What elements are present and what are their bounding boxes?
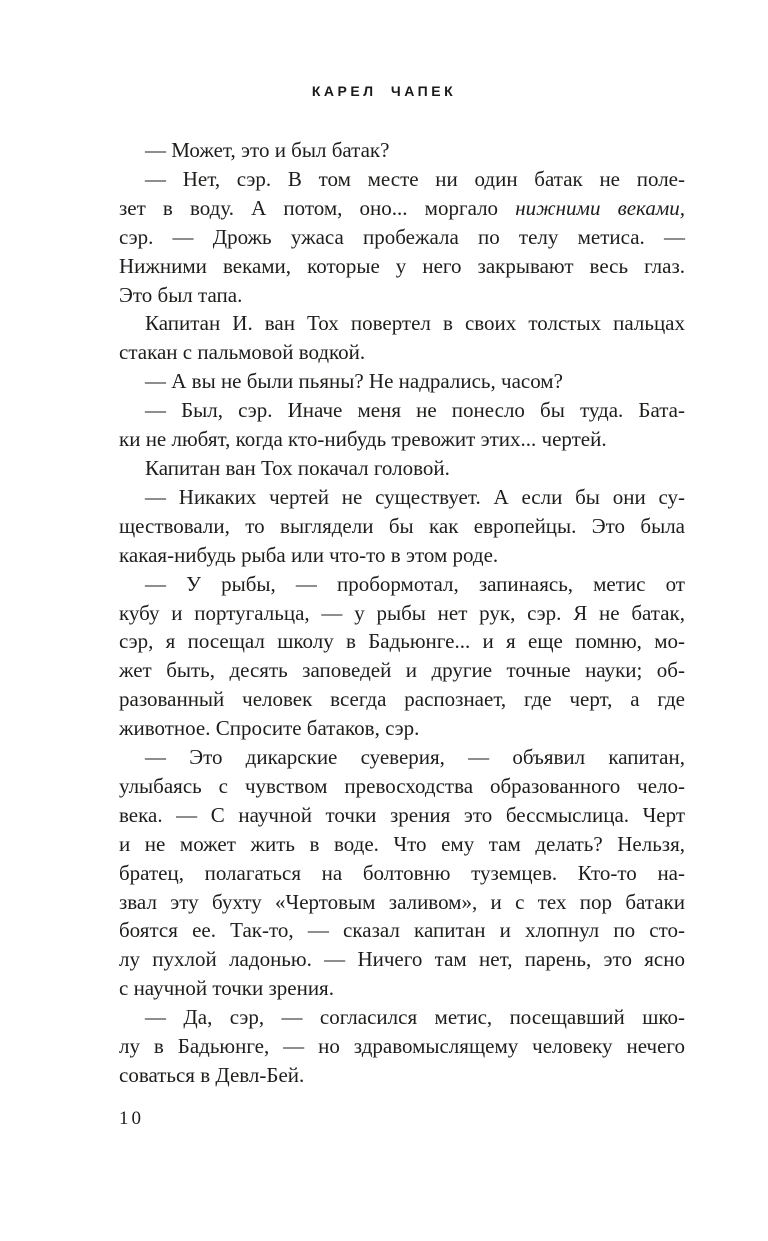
text-line: Это был тапа. [119,282,243,307]
text-line: — А вы не были пьяны? Не надрались, часом? [145,369,563,394]
text-line: ществовали, то выглядели бы как европейцы. Это была [119,513,685,538]
text-line: звал эту бухту «Чертовым заливом», и с тех пор батаки [119,889,685,914]
text-line: сэр. — Дрожь ужаса пробежала по телу метиса. — [119,224,685,249]
text-line: Капитан И. ван Тох повертел в своих толстых пальцах [145,311,685,336]
text-run: зет в воду. А потом, оно... моргало [119,195,516,220]
text-line: и не может жить в воде. Что ему там делать? Нельзя, [119,831,685,856]
text-line: какая-нибудь рыба или что-то в этом роде. [119,542,499,567]
running-header: КАРЕЛ ЧАПЕК [311,83,457,99]
text-line: Капитан ван Тох покачал головой. [145,455,450,480]
text-line: — У рыбы, — пробормотал, запинаясь, метис от [145,571,685,596]
text-line: лу в Бадьюнге, — но здравомыслящему человеку нечего [119,1034,685,1059]
italic-text-run: нижними веками, [515,195,685,220]
text-line: боятся ее. Так-то, — сказал капитан и хлопнул по сто- [119,918,685,943]
text-line: сэр, я посещал школу в Бадьюнге... и я еще помню, мо- [119,629,685,654]
text-line: жет быть, десять заповедей и другие точные науки; об- [119,658,685,683]
text-line: улыбаясь с чувством превосходства образованного чело- [119,773,685,798]
body-text [119,136,685,1090]
text-line [119,194,685,223]
text-line: — Был, сэр. Иначе меня не понесло бы туда. Бата- [145,398,685,423]
text-line: века. — С научной точки зрения это бессмыслица. Черт [119,802,685,827]
text-line: стакан с пальмовой водкой. [119,340,366,365]
text-line: животное. Спросите батаков, сэр. [119,716,420,741]
text-line: — Нет, сэр. В том месте ни один батак не поле- [145,166,685,191]
text-line: разованный человек всегда распознает, где черт, а где [119,687,685,712]
text-line: братец, полагаться на болтовню туземцев. Кто-то на- [119,860,685,885]
text-line: — Никаких чертей не существует. А если бы они су- [145,484,685,509]
text-line: лу пухлой ладонью. — Ничего там нет, парень, это ясно [119,947,685,972]
text-line: ки не любят, когда кто-нибудь тревожит этих... чертей. [119,427,607,452]
text-line: — Это дикарские суеверия, — объявил капитан, [145,745,685,770]
text-line: с научной точки зрения. [119,976,334,1001]
text-line: Нижними веками, которые у него закрывают весь глаз. [119,253,685,278]
page-number: 10 [119,1108,144,1129]
text-line: — Может, это и был батак? [145,138,390,162]
text-line: соваться в Девл-Бей. [119,1063,305,1087]
text-line: кубу и португальца, — у рыбы нет рук, сэр. Я не батак, [119,600,685,625]
text-line: — Да, сэр, — согласился метис, посещавший шко- [145,1005,685,1030]
